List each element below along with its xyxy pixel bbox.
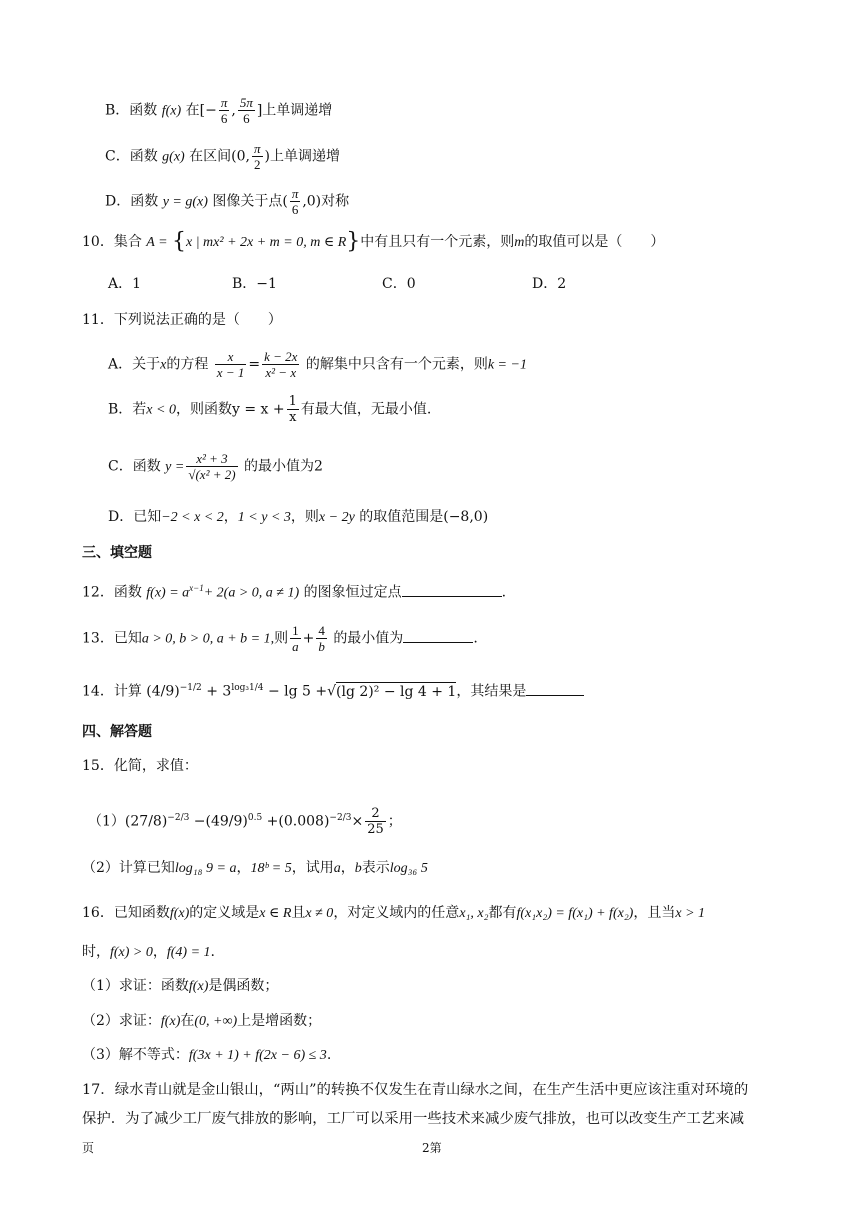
q14-number: 14．计算 [82, 683, 142, 700]
q11c-frac-num: x² + 3 [186, 451, 237, 467]
q15p1-times: × [351, 813, 364, 830]
q9-option-b [105, 95, 332, 126]
q10-right-brace: } [346, 229, 361, 254]
q11a-text2: 的解集中只含有一个元素，则 [305, 356, 488, 373]
q13-frac2-den: b [318, 639, 325, 654]
q16p1-label: （1）求证：函数 [82, 978, 189, 994]
q16-ne: x ≠ 0 [305, 906, 334, 921]
q13-end: . [473, 630, 478, 647]
q13-plus: + [302, 630, 315, 647]
q9b-frac2 [238, 95, 255, 126]
q12-number: 12．函数 [82, 584, 142, 601]
q15p2-label: （2）计算已知 [82, 860, 175, 876]
q11c-frac-den: √(x² + 2) [188, 467, 236, 482]
q13-number: 13．已知 [82, 630, 142, 647]
q11-option-c [108, 451, 323, 482]
q15p1-frac [365, 806, 386, 837]
q12-end: . [501, 584, 507, 601]
q13-stem [82, 623, 478, 654]
q15p1-exp3: −2/3 [329, 812, 352, 823]
q9d-frac-den: 6 [291, 202, 299, 217]
q11c-text2: 的最小值为2 [244, 458, 323, 475]
q12-answer-blank[interactable] [402, 582, 502, 597]
q17-line2: 保护．为了减少工厂废气排放的影响，工厂可以采用一些技术来减少废气排放，也可以改变生产工艺来减 [82, 1111, 744, 1127]
q16p2-label: （2）求证： [82, 1013, 161, 1029]
q11d-range: (−8,0) [443, 509, 489, 525]
q14-base: (4/9) [146, 683, 180, 700]
q16-stem-line2 [82, 942, 215, 963]
q11a-frac1-den: x − 1 [216, 365, 245, 380]
q16-cond: x > 1 [675, 906, 706, 921]
q9b-fx: f(x) [161, 103, 182, 119]
q15p1-minus: − [193, 813, 206, 830]
q11d-cond2: 1 < y < 3 [237, 510, 291, 525]
q13-answer-blank[interactable] [403, 628, 473, 643]
q11c-label: C．函数 [108, 458, 161, 475]
q13-text2: 的最小值为 [333, 630, 404, 647]
q14-text: ，其结果是 [456, 683, 527, 700]
q11d-expr: x − 2y [318, 510, 355, 525]
q11a-frac2 [262, 349, 299, 380]
q11c-frac [186, 451, 237, 482]
q11-option-b [108, 394, 431, 425]
q10-option-a: A．1 [108, 276, 142, 292]
q9c-text2: )上单调递增 [264, 148, 340, 165]
q16p3-end: . [326, 1047, 332, 1063]
q10-option-c: C．0 [382, 276, 416, 292]
q16-part3 [82, 1045, 331, 1066]
q9c-text1: 在区间 [189, 148, 232, 165]
q15p2-cond1: log₁₈ 9 = a [174, 861, 237, 876]
q15p1-frac-num: 2 [365, 806, 386, 822]
q9-option-c [105, 141, 340, 172]
q9c-gx: g(x) [162, 149, 185, 165]
q16p3-label: （3）解不等式： [82, 1047, 189, 1063]
q11b-text1: ，则函数 [175, 401, 232, 418]
q14-part2: + 3 [206, 683, 232, 700]
q11a-label: A．关于 [108, 356, 161, 373]
q9b-comma: , [231, 102, 236, 119]
q16p2-text1: 在 [180, 1013, 195, 1029]
q11d-label: D．已知 [108, 509, 162, 525]
q14-answer-blank[interactable] [526, 681, 584, 696]
q16-fx: f(x) [169, 906, 190, 921]
q16-end: . [210, 944, 215, 960]
q12-rest: + 2(a > 0, a ≠ 1) [203, 585, 300, 601]
q11b-frac-den: x [289, 410, 297, 425]
q13-text1: 则 [274, 630, 289, 647]
q12-stem [82, 578, 506, 604]
q16-text-g: 时， [82, 944, 110, 960]
q12-text: 的图象恒过定点 [303, 584, 402, 601]
q11b-y: y = x + [231, 401, 285, 418]
q14-exponent2: log₃1/4 [231, 683, 264, 693]
q11c-y: y = [165, 459, 185, 475]
q11-stem: 11．下列说法正确的是（ ） [82, 312, 282, 328]
q11b-cond: x < 0 [146, 402, 176, 418]
q9d-text1: 图像关于点 [212, 193, 283, 210]
q10-option-b: B．−1 [232, 276, 277, 292]
q11a-k: k = −1 [487, 357, 527, 373]
q15p1-label: （1） [88, 813, 125, 830]
q15-part2 [82, 858, 428, 879]
q9b-text1: 在[ [185, 102, 206, 119]
q9c-frac [252, 141, 263, 172]
q15p2-text1: ，试用 [291, 860, 334, 876]
q15p2-text2: 表示 [361, 860, 390, 876]
q16p2-text2: 上是增函数； [237, 1013, 322, 1029]
q10-text3: 的取值可以是（ ） [524, 234, 665, 250]
q10-option-d: D．2 [532, 276, 567, 292]
q9d-text2: ,0)对称 [302, 193, 350, 210]
q13-cond: a > 0, b > 0, a + b = 1, [141, 631, 275, 647]
q16p2-interval: (0, +∞) [194, 1014, 238, 1029]
q9b-frac2-num: 5π [239, 95, 253, 110]
q9d-frac-num: π [291, 186, 299, 201]
q9b-frac1-den: 6 [220, 111, 228, 126]
q14-sqrt-body: (lg 2)² − lg 4 + 1 [336, 683, 457, 700]
q11b-label: B．若 [108, 401, 147, 418]
q14-stem [82, 678, 584, 702]
q15p2-sep2: ， [340, 860, 355, 876]
q11a-eq: = [248, 356, 261, 373]
footer-page-number: 2第 [422, 1141, 442, 1155]
q11a-frac1 [215, 349, 247, 380]
q9c-open: (0, [231, 148, 250, 165]
q16-cond2: f(4) = 1 [166, 945, 211, 960]
q9d-open: ( [282, 193, 288, 210]
q15p1-exp2: 0.5 [247, 812, 263, 823]
q9d-label: D．函数 [105, 193, 159, 210]
section-solve-heading: 四、解答题 [82, 724, 152, 740]
q11-option-a [108, 349, 527, 380]
q13-frac2-num: 4 [318, 623, 325, 638]
q11a-frac1-num: x [215, 349, 247, 365]
q11a-frac2-num: k − 2x [264, 349, 298, 364]
q15p2-a: a [333, 861, 341, 876]
q13-frac2 [316, 623, 327, 654]
q14-part3: − lg 5 + [267, 683, 328, 700]
q15p1-term1: (27/8) [124, 813, 168, 830]
q10-text1: 集合 [113, 234, 142, 250]
q16-part1 [82, 976, 278, 997]
q15p2-b: b [354, 861, 362, 876]
q12-expr: f(x) = a [146, 585, 190, 601]
q16-eq: f(x₁x₂) = f(x₁) + f(x₂) [516, 906, 634, 921]
q15p2-sep: ， [236, 860, 251, 876]
q15p1-exp1: −2/3 [167, 812, 190, 823]
q15p1-term2: (49/9) [205, 813, 248, 830]
q10-m: m [514, 235, 525, 250]
q11d-text1: ，则 [290, 509, 319, 525]
q15p2-target: log₃₆ 5 [389, 861, 428, 876]
q13-frac1-num: 1 [292, 623, 299, 638]
q16p1-text: 是偶函数； [208, 978, 279, 994]
q15-part1 [88, 806, 402, 837]
q15-stem: 15．化简，求值： [82, 758, 198, 774]
q16p2-fx: f(x) [160, 1014, 181, 1029]
q11a-frac2-den: x² − x [265, 365, 297, 380]
q11d-text2: 的取值范围是 [359, 509, 444, 525]
q12-exponent: x−1 [189, 583, 204, 593]
q15p1-term3: (0.008) [278, 813, 330, 830]
q16-cond1: f(x) > 0 [110, 945, 153, 960]
q16-text-a: 16．已知函数 [82, 905, 170, 921]
q11d-sep: ， [223, 509, 238, 525]
q16-text-b: 的定义域是 [189, 905, 260, 921]
q15p1-frac-den: 25 [367, 822, 384, 837]
q16-part2 [82, 1011, 321, 1032]
q11b-text2: 有最大值，无最小值. [300, 401, 432, 418]
q11a-x: x [160, 357, 167, 373]
q9d-frac [290, 186, 301, 217]
q16-sep: ， [152, 944, 167, 960]
q16-text-e: 都有 [488, 905, 517, 921]
q9c-frac-den: 2 [254, 157, 261, 172]
q9b-text2: ]上单调递增 [256, 102, 333, 119]
q10-text2: 中有且只有一个元素，则 [360, 234, 515, 250]
section-fill-in-blank-heading: 三、填空题 [82, 545, 152, 561]
q14-sqrt-sign: √ [327, 683, 337, 700]
q15p1-end: ； [387, 813, 402, 830]
q15p2-cond2: 18ᵇ = 5 [250, 861, 292, 876]
q9b-label: B．函数 [105, 102, 158, 119]
footer-left: 页 [82, 1141, 95, 1155]
q16-stem-line1 [82, 903, 705, 924]
q16-text-f: ，且当 [633, 905, 676, 921]
q16-vars: x₁, x₂ [459, 906, 489, 921]
q9-option-d [105, 186, 349, 217]
q9d-eq: y = g(x) [162, 194, 208, 210]
q10-set-inner: x | mx² + 2x + m = 0, m ∈ R [185, 235, 347, 250]
q9b-frac1 [219, 95, 230, 126]
q9c-label: C．函数 [105, 148, 158, 165]
q10-set: A = [146, 235, 168, 250]
q10-number: 10． [82, 234, 114, 250]
q10-left-brace: { [171, 229, 186, 254]
q14-exponent1: −1/2 [179, 683, 202, 693]
q16p1-fx: f(x) [188, 979, 209, 994]
q11-option-d [108, 507, 488, 528]
q11b-frac-num: 1 [288, 394, 297, 409]
q17-line1: 17．绿水青山就是金山银山，“两山”的转换不仅发生在青山绿水之间，在生产生活中更应该注重对环境的 [82, 1082, 749, 1098]
q9b-neg: − [205, 102, 217, 119]
q13-frac1-den: a [292, 639, 299, 654]
q9b-frac2-den: 6 [243, 111, 250, 126]
q9b-frac1-num: π [220, 95, 228, 110]
q16-text-d: ，对定义域内的任意 [333, 905, 460, 921]
q11d-cond1: −2 < x < 2 [161, 510, 224, 525]
q13-frac1 [290, 623, 301, 654]
q11b-frac [287, 394, 299, 425]
q11a-text1: 的方程 [166, 356, 209, 373]
q15p1-plus: + [266, 813, 279, 830]
q9c-frac-num: π [254, 141, 261, 156]
q16p3-expr: f(3x + 1) + f(2x − 6) ≤ 3 [188, 1048, 327, 1063]
q10-stem [82, 229, 665, 254]
q16-text-c: 且 [291, 905, 306, 921]
q16-domain: x ∈ R [259, 906, 292, 921]
